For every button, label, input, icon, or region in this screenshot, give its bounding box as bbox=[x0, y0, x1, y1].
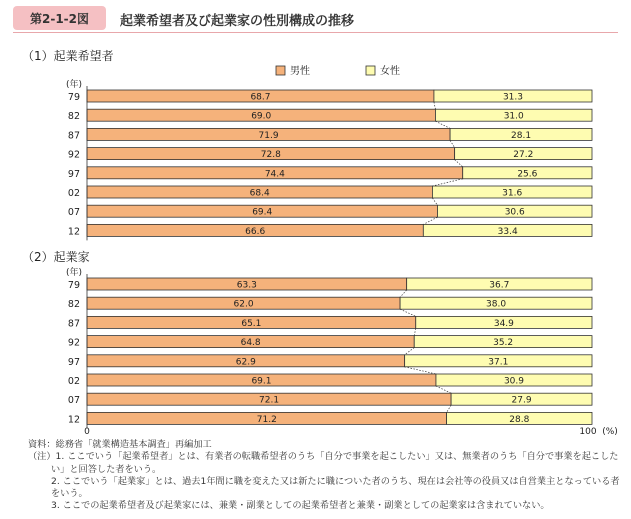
section-title-entrepreneurs: （2）起業家 bbox=[22, 250, 90, 264]
connector-line-entrepreneurs bbox=[400, 290, 407, 297]
data-label-male-entrepreneurs: 71.2 bbox=[256, 414, 277, 425]
x-tick-label-100: 100 bbox=[579, 427, 597, 437]
data-label-female-entrepreneurs: 27.9 bbox=[511, 395, 532, 406]
connector-line-aspirants bbox=[455, 160, 463, 167]
connector-line-entrepreneurs bbox=[405, 348, 415, 355]
data-label-male-aspirants: 68.4 bbox=[249, 188, 270, 199]
data-label-male-entrepreneurs: 64.8 bbox=[240, 338, 261, 349]
connector-line-entrepreneurs bbox=[400, 309, 416, 316]
data-label-female-entrepreneurs: 36.7 bbox=[489, 280, 510, 291]
data-label-female-entrepreneurs: 28.8 bbox=[509, 414, 530, 425]
legend-label-male: 男性 bbox=[290, 66, 310, 77]
data-label-male-entrepreneurs: 62.9 bbox=[235, 357, 256, 368]
data-label-female-aspirants: 25.6 bbox=[517, 169, 538, 180]
data-label-female-entrepreneurs: 38.0 bbox=[486, 299, 507, 310]
chart-notes bbox=[28, 439, 623, 513]
data-label-male-entrepreneurs: 69.1 bbox=[251, 376, 272, 387]
year-unit-label-aspirants: (年) bbox=[66, 80, 83, 90]
x-axis-unit: (%) bbox=[602, 427, 618, 437]
data-label-female-entrepreneurs: 30.9 bbox=[503, 376, 525, 387]
data-label-male-entrepreneurs: 62.0 bbox=[233, 299, 254, 310]
connector-line-entrepreneurs bbox=[436, 386, 451, 393]
category-label-aspirants: 07 bbox=[67, 207, 80, 219]
data-label-male-aspirants: 71.9 bbox=[258, 130, 279, 141]
note-2: 2. ここでいう「起業家」とは、過去1年間に職を変えた又は新たに職についた者のうち、現在は会社等の役員又は自営業主となっている者をいう。 bbox=[51, 475, 620, 500]
category-label-aspirants: 92 bbox=[67, 149, 80, 161]
data-label-female-aspirants: 31.3 bbox=[502, 92, 523, 103]
connector-line-entrepreneurs bbox=[447, 405, 452, 412]
source-note: 資料：総務省「就業構造基本調査」再編加工 bbox=[28, 439, 212, 450]
data-label-female-aspirants: 30.6 bbox=[504, 207, 525, 218]
legend-swatch-female bbox=[366, 66, 375, 75]
data-label-male-aspirants: 66.6 bbox=[245, 226, 266, 237]
connector-line-aspirants bbox=[423, 217, 437, 224]
figure-title: 起業希望者及び起業家の性別構成の推移 bbox=[120, 14, 355, 29]
connector-line-aspirants bbox=[450, 140, 455, 147]
data-label-female-aspirants: 28.1 bbox=[511, 130, 532, 141]
category-label-aspirants: 87 bbox=[67, 130, 80, 142]
category-label-aspirants: 79 bbox=[67, 92, 80, 103]
data-label-female-entrepreneurs: 35.2 bbox=[493, 338, 514, 349]
note-1: （注）1. ここでいう「起業希望者」とは、有業者の転職希望者のうち「自分で事業を起こしたい」又は、無業者のうち「自分で事業を起こしたい」と回答した者をいう。 bbox=[28, 451, 619, 475]
connector-line-entrepreneurs bbox=[414, 328, 416, 335]
connector-line-entrepreneurs bbox=[405, 367, 436, 374]
data-label-male-aspirants: 69.0 bbox=[251, 111, 272, 122]
category-label-entrepreneurs: 82 bbox=[67, 299, 80, 311]
data-label-female-aspirants: 31.0 bbox=[503, 111, 524, 122]
connector-line-aspirants bbox=[432, 179, 462, 186]
category-label-aspirants: 97 bbox=[67, 168, 80, 180]
legend-swatch-male bbox=[276, 66, 285, 75]
data-label-male-entrepreneurs: 65.1 bbox=[241, 318, 262, 329]
category-label-aspirants: 12 bbox=[67, 226, 80, 238]
data-label-female-aspirants: 31.6 bbox=[502, 188, 523, 199]
legend-label-female: 女性 bbox=[380, 66, 400, 77]
category-label-entrepreneurs: 02 bbox=[67, 376, 80, 387]
category-label-entrepreneurs: 97 bbox=[67, 356, 80, 368]
category-label-aspirants: 02 bbox=[67, 188, 80, 199]
data-label-female-entrepreneurs: 34.9 bbox=[493, 318, 514, 329]
connector-line-aspirants bbox=[434, 102, 436, 109]
data-label-male-aspirants: 69.4 bbox=[252, 207, 273, 218]
connector-line-aspirants bbox=[432, 198, 437, 205]
data-label-female-aspirants: 27.2 bbox=[513, 150, 534, 161]
category-label-aspirants: 82 bbox=[67, 111, 80, 123]
category-label-entrepreneurs: 92 bbox=[67, 337, 80, 349]
data-label-male-aspirants: 74.4 bbox=[264, 169, 285, 180]
data-label-male-aspirants: 68.7 bbox=[250, 92, 271, 103]
category-label-entrepreneurs: 07 bbox=[67, 395, 80, 407]
note-3: 3. ここでの起業希望者及び起業家には、兼業・副業としての起業希望者と兼業・副業としての起業家は含まれていない。 bbox=[51, 500, 550, 512]
data-label-male-entrepreneurs: 63.3 bbox=[236, 280, 257, 291]
year-unit-label-entrepreneurs: (年) bbox=[66, 268, 83, 278]
category-label-entrepreneurs: 79 bbox=[67, 280, 80, 291]
section-title-aspirants: （1）起業希望者 bbox=[22, 49, 114, 63]
category-label-entrepreneurs: 87 bbox=[67, 318, 80, 330]
category-label-entrepreneurs: 12 bbox=[67, 414, 80, 426]
data-label-female-aspirants: 33.4 bbox=[497, 226, 518, 237]
data-label-male-aspirants: 72.8 bbox=[260, 150, 281, 161]
data-label-female-entrepreneurs: 37.1 bbox=[488, 357, 509, 368]
figure-number-badge: 第2-1-2図 bbox=[13, 6, 106, 30]
data-label-male-entrepreneurs: 72.1 bbox=[259, 395, 280, 406]
connector-line-aspirants bbox=[435, 121, 450, 128]
x-tick-label-0: 0 bbox=[84, 427, 90, 437]
